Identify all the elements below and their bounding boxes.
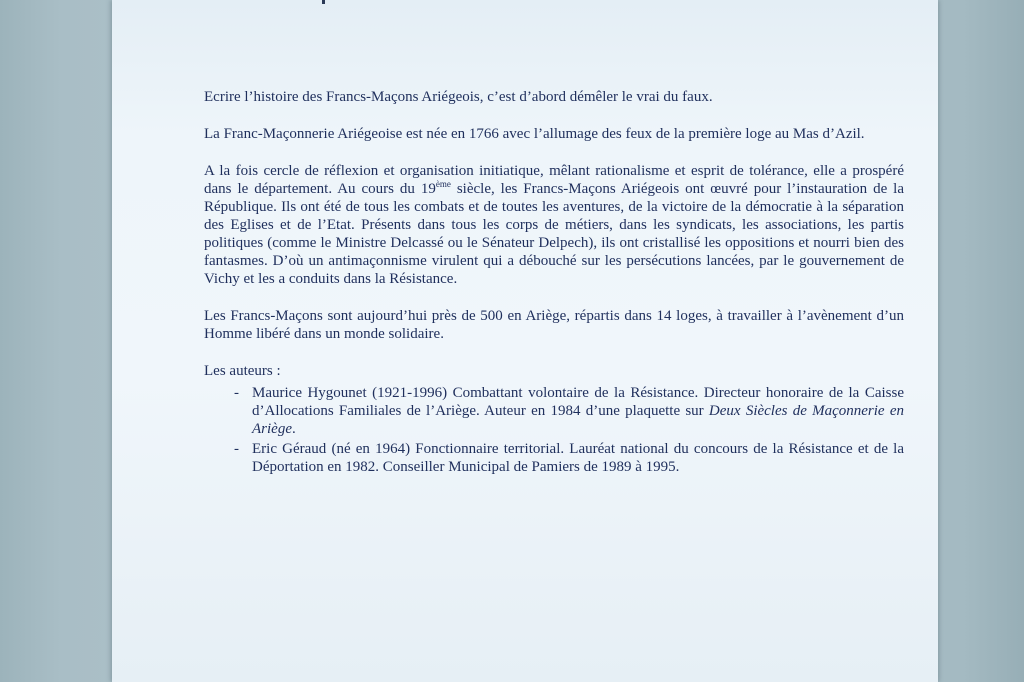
history-text-1: A la fois cercle de réflexion et organisation initiatique, mêlant rationalisme et esprit de tolérance, elle a prospéré dans le département. Au cours du 19 <box>204 163 904 197</box>
intro-paragraph: Ecrire l’histoire des Francs-Maçons Ariégeois, c’est d’abord démêler le vrai du faux. <box>204 89 713 105</box>
list-dash: - <box>234 441 239 457</box>
author-item-geraud <box>234 440 904 476</box>
list-dash: - <box>234 385 239 401</box>
paper-sheet <box>112 0 938 682</box>
history-paragraph <box>204 162 904 288</box>
today-paragraph: Les Francs-Maçons sont aujourd’hui près de 500 en Ariège, répartis dans 14 loges, à travailler à l’avènement d’un Homme libéré dans un monde solidaire. <box>204 308 904 342</box>
origin-paragraph: La Franc-Maçonnerie Ariégeoise est née en 1766 avec l’allumage des feux de la première loge au Mas d’Azil. <box>204 126 865 142</box>
author-item-hygounet <box>234 384 904 438</box>
document-body <box>204 88 904 478</box>
history-text-2: siècle, les Francs-Maçons Ariégeois ont œuvré pour l’instauration de la République. Ils ont été de tous les combats et de toutes les aventures, de la victoire de la démocratie à la séparation des Eglises et de l’Etat. Présents dans tous les corps de métiers, dans les syndicats, les associations, les partis politiques (comme le Ministre Delcassé ou le Sénateur Delpech), ils ont cristallisé les oppositions et nourri bien des fantasmes. D’où un antimaçonnisme virulent qui a débouché sur les persécutions lancées, par le gouvernement de Vichy et les a conduits dans la Résistance. <box>204 181 904 287</box>
ink-mark <box>322 0 325 4</box>
century-superscript: ème <box>435 179 451 189</box>
authors-list <box>204 384 904 476</box>
author-text: Eric Géraud (né en 1964) Fonctionnaire territorial. Lauréat national du concours de la Résistance et de la Déportation en 1982. Conseiller Municipal de Pamiers de 1989 à 1995. <box>252 441 904 475</box>
author-text: Maurice Hygounet (1921-1996) Combattant volontaire de la Résistance. Directeur honoraire de la Caisse d’Allocations Familiales de l’Ariège. Auteur en 1984 d’une plaquette sur <box>252 385 904 419</box>
book-title: Deux Siècles de Maçonnerie en Ariège <box>252 403 904 437</box>
author-text-end: . <box>291 421 296 437</box>
authors-heading: Les auteurs : <box>204 363 281 379</box>
